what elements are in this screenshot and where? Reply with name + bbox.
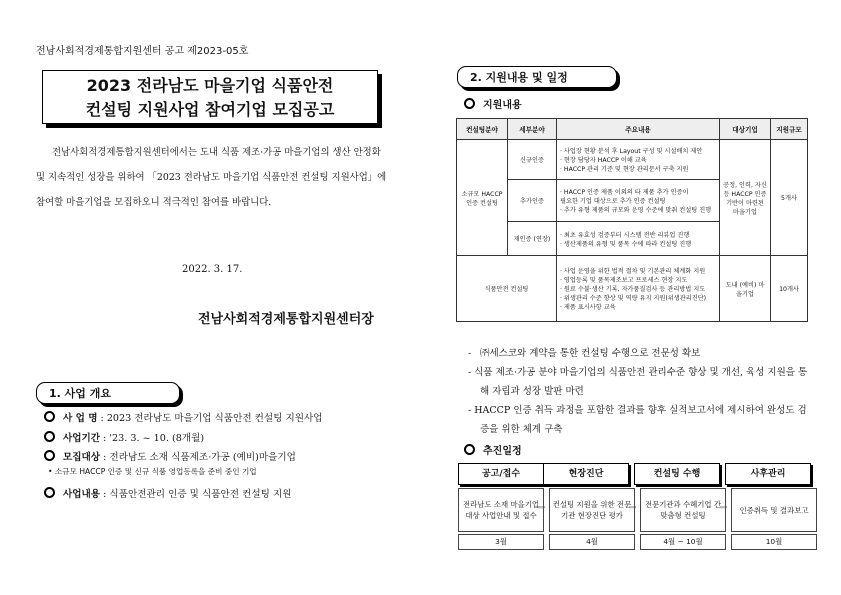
section1-heading: 1. 사업 개요 [36,382,180,404]
overview-item-content: 사업내용 : 식품안전관리 인증 및 식품안전 컨설팅 지원 [44,486,292,500]
flow-step-4-body: 인증취득 및 결과보고 [731,488,817,532]
flow-step-1-body: 전라남도 소재 마을기업 대상 사업안내 및 접수 [458,488,544,532]
table-row: 추가인증 · HACCP 인증 제품 이외의 타 제품 추가 인증이 필요한 기업 대상으로 추가 인증 컨설팅 · 추가 유형 제품의 규모와 운영 수준에 맞춰 컨설팅 진행 [457,180,808,222]
flow-step-3-head: 컨설팅 수행 [634,463,720,485]
flow-arrow-icon: ⇨ [538,503,546,513]
circle-bullet-icon [44,431,55,442]
overview-item-period: 사업기간 : '23. 3. ~ 10. (8개월) [44,430,204,444]
note-1: - ㈜세스코와 계약을 통한 컨설팅 수행으로 전문성 확보 [468,348,701,359]
table-header-row: 컨설팅분야 세부분야 주요내용 대상기업 지원규모 [457,119,808,140]
circle-bullet-icon [44,487,55,498]
announcement-date: 2022. 3. 17. [182,264,243,275]
flow-step-2-body: 컨설팅 지원을 위한 전문기관 현장진단 평가 [549,488,635,532]
flow-step-3-body: 전문기관과 수혜기업 간 맞춤형 컨설팅 [640,488,726,532]
title-line-1: 2023 전라남도 마을기업 식품안전 [86,76,334,95]
circle-bullet-icon [44,411,55,422]
flow-arrow-icon: ⇨ [629,503,637,513]
page-title [42,70,378,124]
support-content-subheading: 지원내용 [464,96,522,111]
overview-target-note: • 소규모 HACCP 인증 및 신규 식품 영업등록을 준비 중인 기업 [48,467,257,476]
section2-heading: 2. 지원내용 및 일정 [457,66,617,88]
intro-paragraph: 전남사회적경제통합지원센터에서는 도내 식품 제조·가공 마을기업의 생산 안정화 및 지속적인 성장을 위하여 「2023 전라남도 마을기업 식품안전 컨설팅 지원사업」에 참여할 마을기업을 모집하오니 적극적인 참여를 바랍니다. [36,147,387,208]
table-row: 재인증 (연장) · 최초 유효성 검증부터 시스템 전반 리뷰업 진행 · 생산제품의 유형 및 품목 수에 따라 컨설팅 진행 [457,222,808,256]
notice-number: 전남사회적경제통합지원센터 공고 제2023-05호 [36,46,249,57]
title-line-2: 컨설팅 지원사업 참여기업 모집공고 [85,100,335,119]
support-table [456,118,808,322]
flow-step-4-time: 10월 [731,534,817,550]
schedule-subheading: 추진일정 [464,442,522,457]
note-2: - 식품 제조·가공 분야 마을기업의 식품안전 관리수준 향상 및 개선, 육성 지원을 통해 자립과 성장 발판 마련 [468,367,808,397]
flow-arrow-icon: ⇨ [720,503,728,513]
circle-bullet-icon [464,444,475,455]
table-row: 식품안전 컨설팅 · 사업 운영을 위한 법적 절차 및 기본관리 체계화 지원 · 영업등록 및 품목제조보고 프로세스 현장 지도 · 원료 수불·생산 기록, 자가품질검사 등 관리방법 지도 · 위생관리 수준 향상 및 역량 유지 지원(위생관리진단) · 제품 표시사항 교육 도내 (예비) 마을기업 10개사 [457,256,808,322]
overview-item-target: 모집대상 : 전라남도 소재 식품제조·가공 (예비)마을기업 [44,449,296,463]
flow-step-2-head: 현장진단 [543,463,629,485]
circle-bullet-icon [464,98,475,109]
signer: 전남사회적경제통합지원센터장 [198,312,374,327]
note-3: - HACCP 인증 취득 과정을 포함한 결과를 향후 실적보고서에 제시하여 완성도 검증을 위한 체계 구축 [468,405,807,435]
circle-bullet-icon [44,450,55,461]
flow-step-3-time: 4월 ~ 10월 [640,534,726,550]
flow-step-1-head: 공고/접수 [458,463,544,485]
flow-step-2-time: 4월 [549,534,635,550]
flow-step-1-time: 3월 [458,534,544,550]
overview-item-name: 사 업 명 : 2023 전라남도 마을기업 식품안전 컨설팅 지원사업 [44,410,323,424]
table-row: 소규모 HACCP 인증 컨설팅 신규인증 · 사업장 현황 분석 후 Layout 구성 및 시설배치 제안 · 현장 담당자 HACCP 이해 교육 · HACCP 관리 기준 및 현장 관리문서 구축 지원 공정, 인력, 자신 등 HACCP 인증 기반이 마련된 마을기업 5개사 [457,140,808,180]
flow-step-4-head: 사후관리 [725,463,811,485]
